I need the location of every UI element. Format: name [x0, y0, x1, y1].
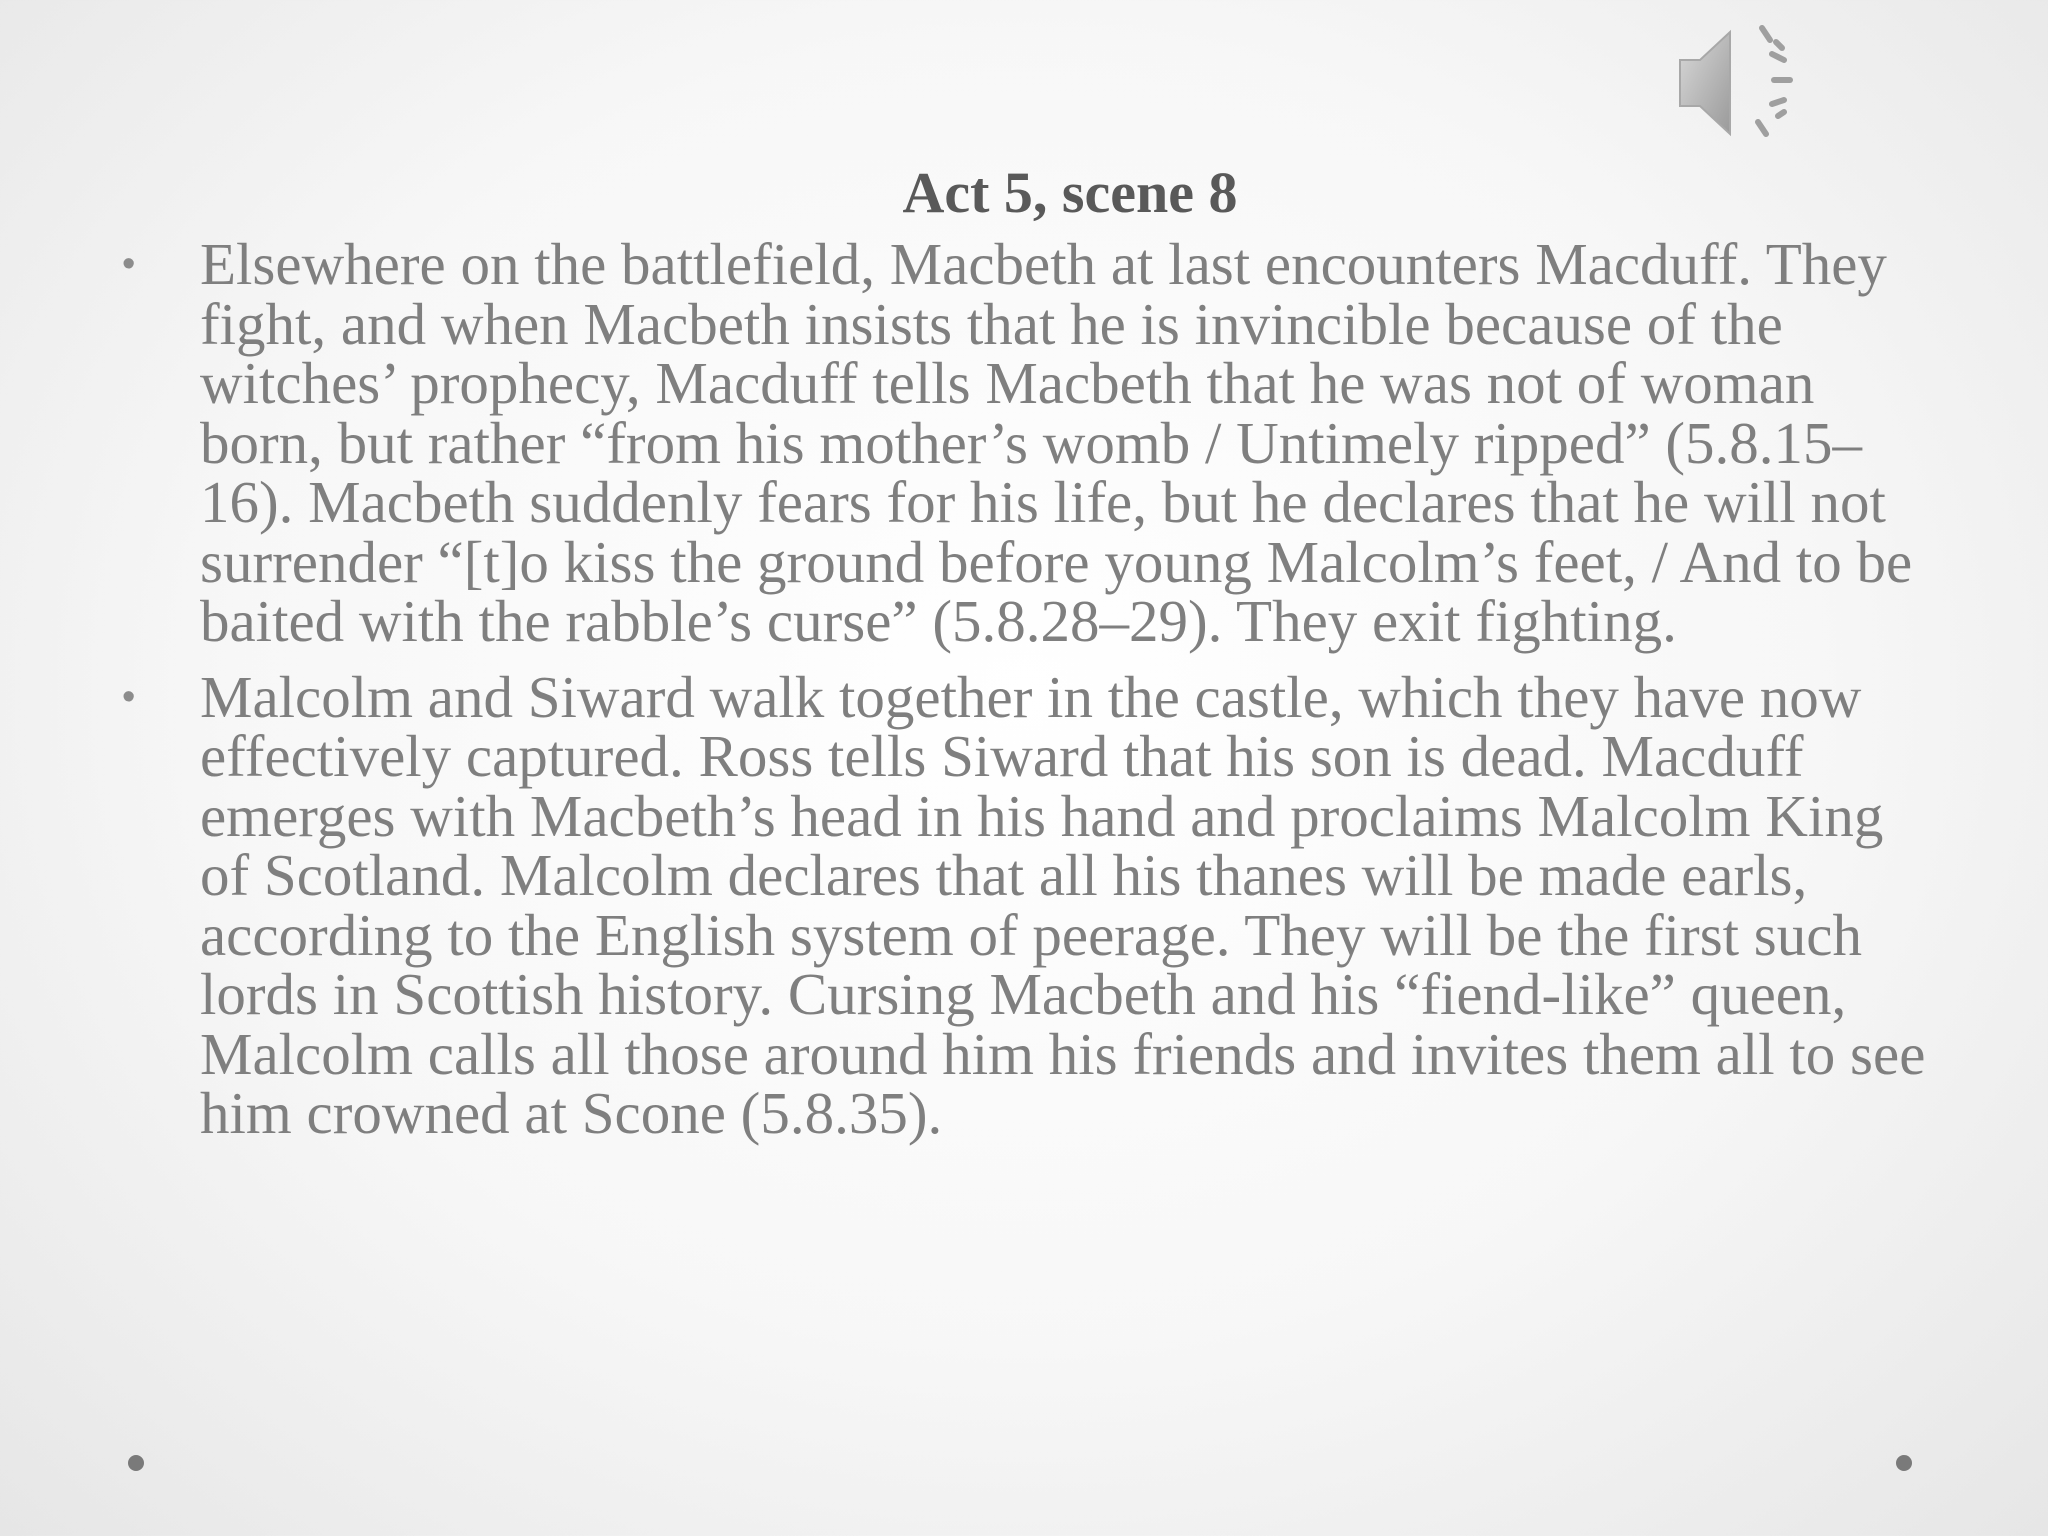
- bullet-item-battlefield: [122, 231, 1940, 654]
- corner-dot-icon: [1896, 1455, 1912, 1471]
- bullet-text: Malcolm and Siward walk together in the castle, which they have now effectively captured. Ross tells Siward that his son is dead. Macduff emerges with Macbeth’s head in his hand and proclaims Malcolm King of Scotland. Malcolm declares that all his thanes will be made earls, according to the English system of peerage. They will be the first such lords in Scottish history. Cursing Macbeth and his “fiend-like” queen, Malcolm calls all those around him his friends and invites them all to see him crowned at Scone (5.8.35).: [200, 663, 1926, 1146]
- corner-dot-icon: [128, 1455, 144, 1471]
- bullet-list: [122, 231, 1940, 1160]
- slide-title: Act 5, scene 8: [902, 160, 1238, 225]
- audio-speaker-icon[interactable]: [1670, 18, 1810, 148]
- bullet-dot-icon: •: [122, 675, 136, 718]
- bullet-text: Elsewhere on the battlefield, Macbeth at last encounters Macduff. They fight, and when Macbeth insists that he is invincible because of the witches’ prophecy, Macduff tells Macbeth that he was not of woman born, but rather “from his mother’s womb / Untimely ripped” (5.8.15–16). Macbeth suddenly fears for his life, but he declares that he will not surrender “[t]o kiss the ground before young Malcolm’s feet, / And to be baited with the rabble’s curse” (5.8.28–29). They exit fighting.: [200, 231, 1913, 654]
- bullet-item-castle: [122, 663, 1940, 1146]
- bullet-dot-icon: •: [122, 243, 136, 285]
